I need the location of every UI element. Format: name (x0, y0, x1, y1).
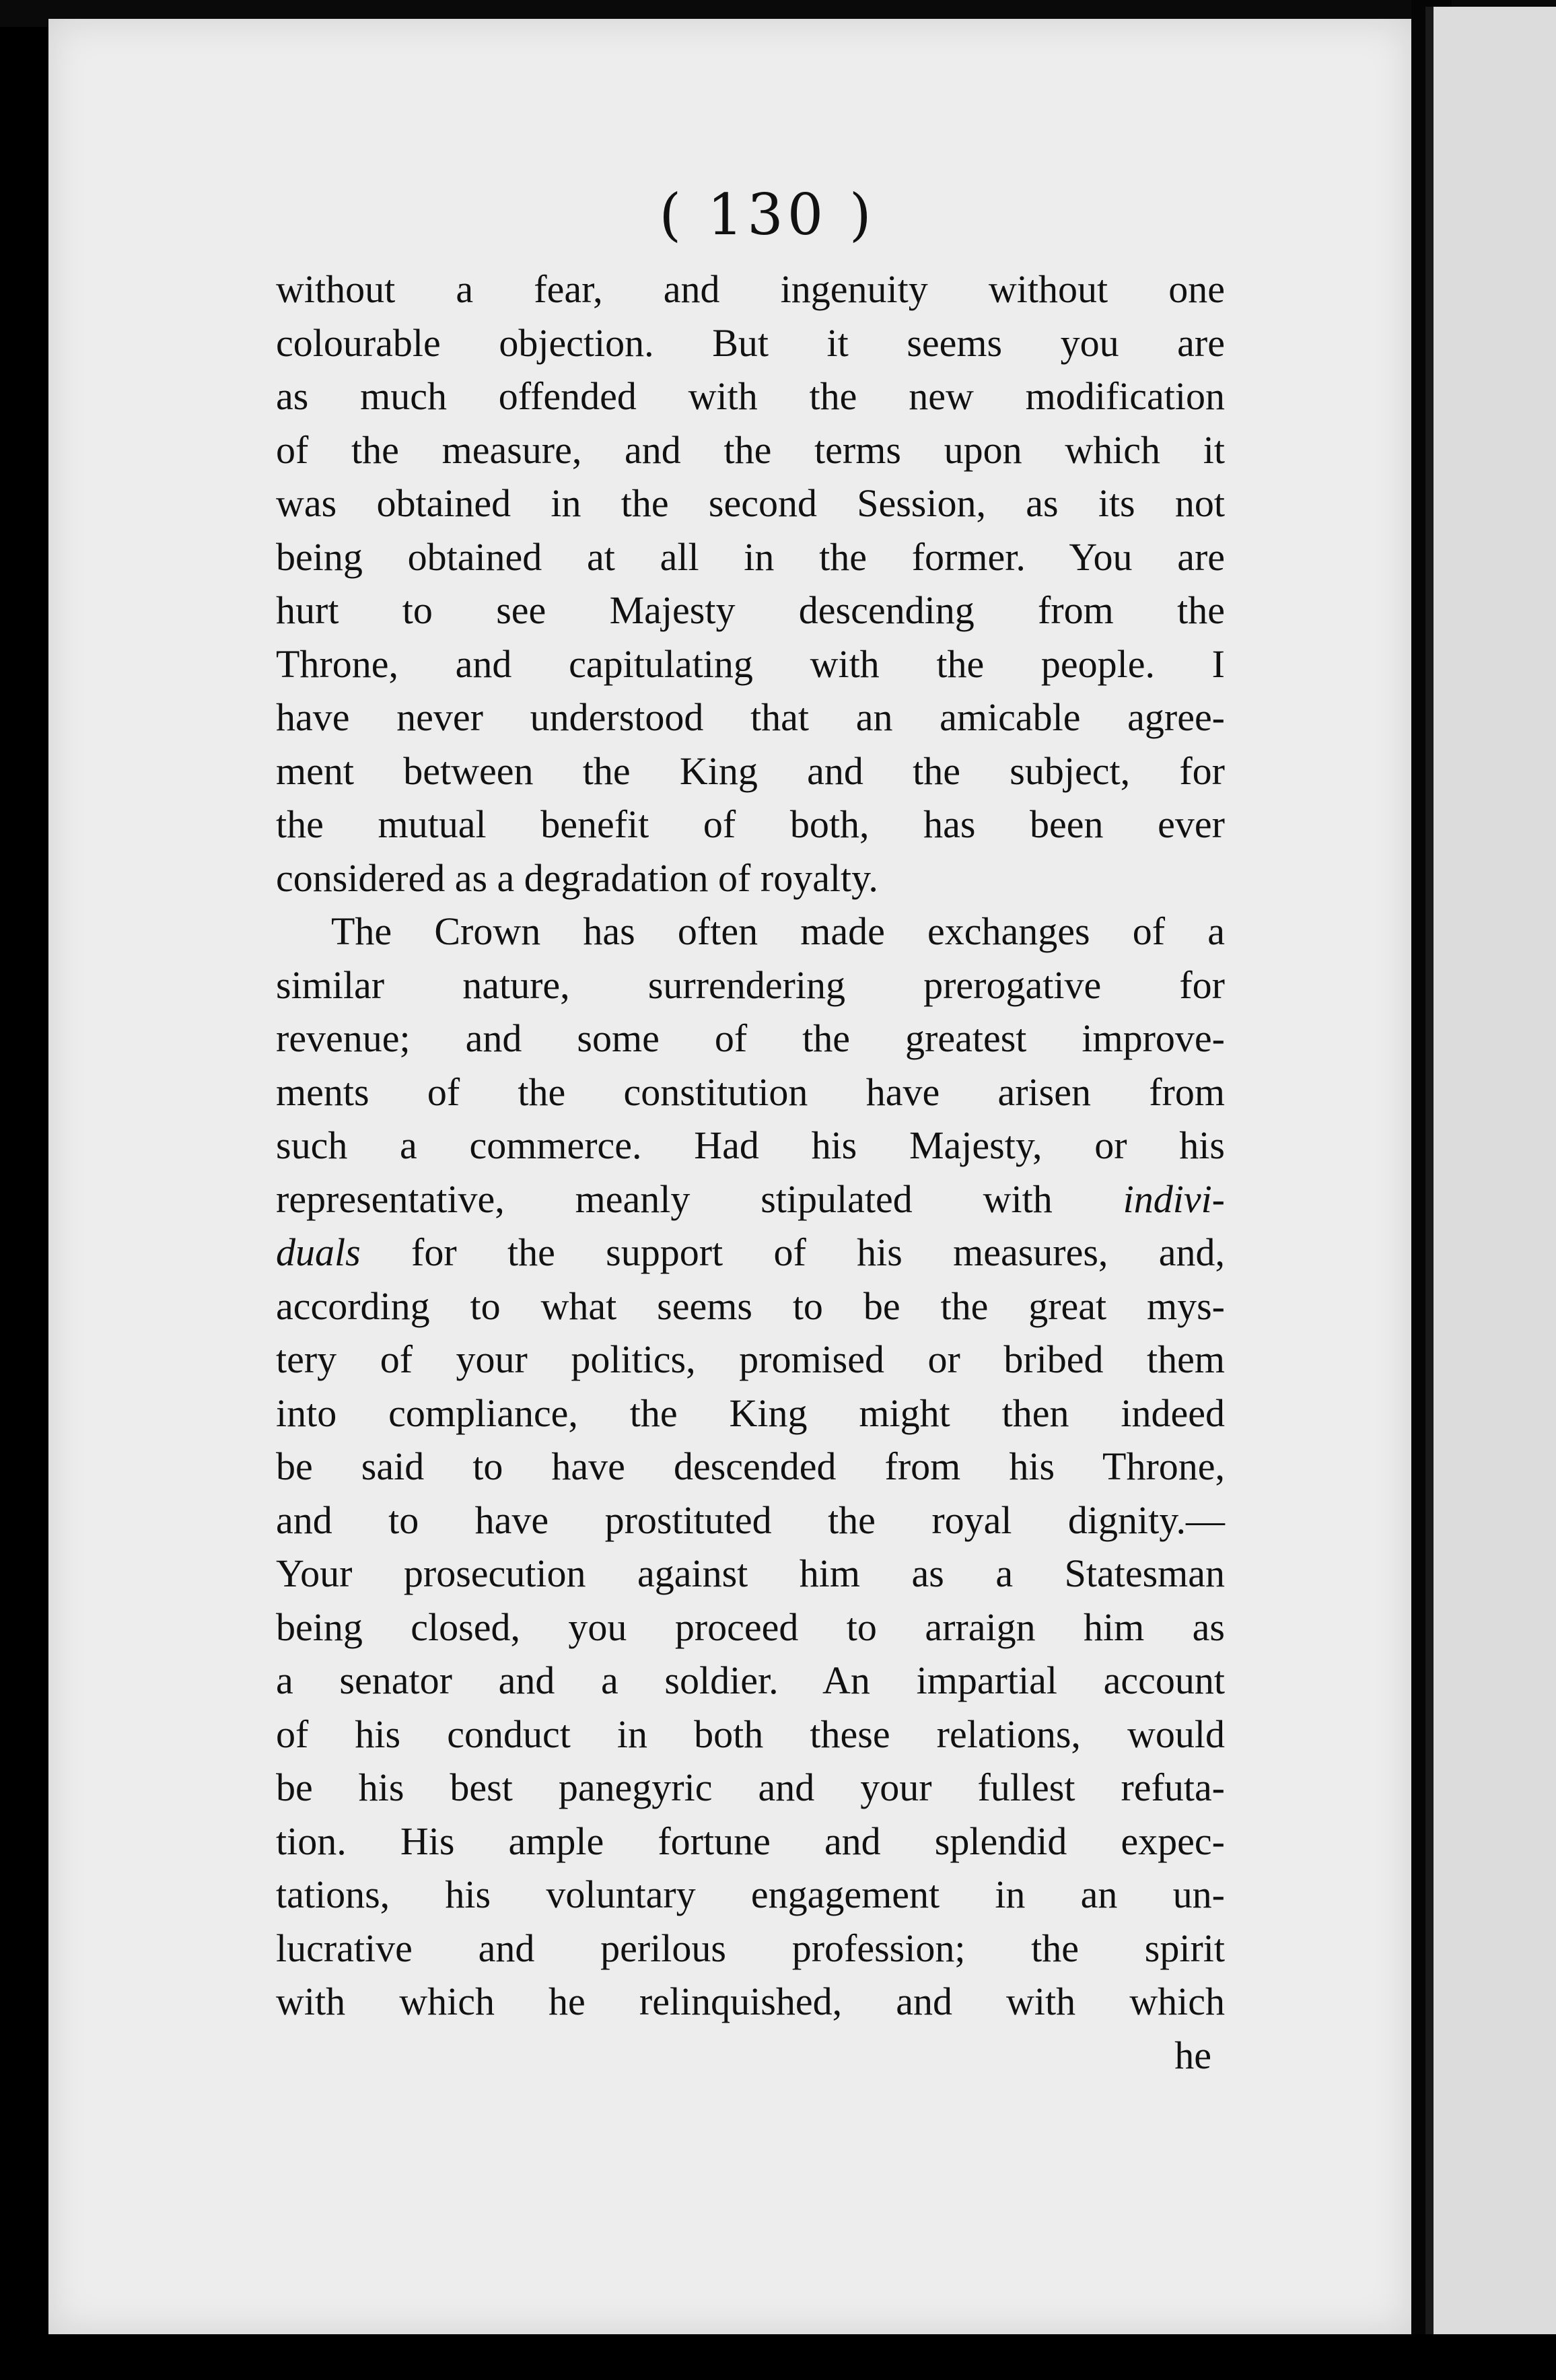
italic-word: indivi- (1123, 1177, 1225, 1221)
text-line: hurt to see Majesty descending from the (276, 588, 1225, 632)
text-line: ments of the constitution have arisen from (276, 1070, 1225, 1114)
text-line: lucrative and perilous profession; the spirit (276, 1926, 1225, 1970)
text-line: similar nature, surrendering prerogative for (276, 963, 1225, 1007)
text-line: without a fear, and ingenuity without one (276, 267, 1225, 311)
text-line: with which he relinquished, and with which (276, 1980, 1225, 2023)
text-line: be his best panegyric and your fullest refuta- (276, 1765, 1225, 1809)
text-line (276, 1226, 1225, 1280)
text-line: revenue; and some of the greatest improve- (276, 1016, 1225, 1060)
text-line: have never understood that an amicable agree- (276, 695, 1225, 739)
text-line: being closed, you proceed to arraign him as (276, 1605, 1225, 1649)
text-line: colourable objection. But it seems you are (276, 320, 1225, 365)
text-line: as much offended with the new modification (276, 374, 1225, 418)
italic-word: duals (276, 1230, 361, 1274)
text-line: being obtained at all in the former. You are (276, 534, 1225, 579)
text-line: into compliance, the King might then indeed (276, 1391, 1225, 1435)
page-number: ( 130 ) (659, 182, 876, 248)
text-line: Your prosecution against him as a Statesman (276, 1551, 1225, 1595)
text-line: the mutual benefit of both, has been ever (276, 802, 1225, 846)
next-page (1434, 7, 1556, 2342)
text-line: according to what seems to be the great mys- (276, 1284, 1225, 1328)
text-line: tations, his voluntary engagement in an un- (276, 1873, 1225, 1916)
text-line (276, 1172, 1225, 1226)
text-run: for the support of his measures, and, (411, 1230, 1226, 1274)
text-line: The Crown has often made exchanges of a (331, 909, 1225, 953)
text-line: tion. His ample fortune and splendid expec- (276, 1819, 1225, 1863)
page-text (276, 262, 1225, 2082)
catchword: he (1174, 2033, 1211, 2077)
text-line: considered as a degradation of royalty. (276, 855, 878, 900)
text-line: was obtained in the second Session, as its not (276, 481, 1225, 525)
text-line: tery of your politics, promised or bribed them (276, 1337, 1225, 1381)
text-line: Throne, and capitulating with the people. I (276, 641, 1225, 686)
scan-border-bottom (0, 2334, 1556, 2380)
text-line: and to have prostituted the royal dignity.— (276, 1498, 1225, 1542)
text-line: of the measure, and the terms upon which it (276, 427, 1225, 472)
text-run: representative, meanly stipulated with (276, 1177, 1053, 1221)
text-line: of his conduct in both these relations, would (276, 1712, 1225, 1756)
text-line: such a commerce. Had his Majesty, or his (276, 1123, 1225, 1167)
text-line: be said to have descended from his Throne, (276, 1444, 1225, 1488)
text-line: ment between the King and the subject, for (276, 748, 1225, 793)
text-line: a senator and a soldier. An impartial account (276, 1658, 1225, 1702)
